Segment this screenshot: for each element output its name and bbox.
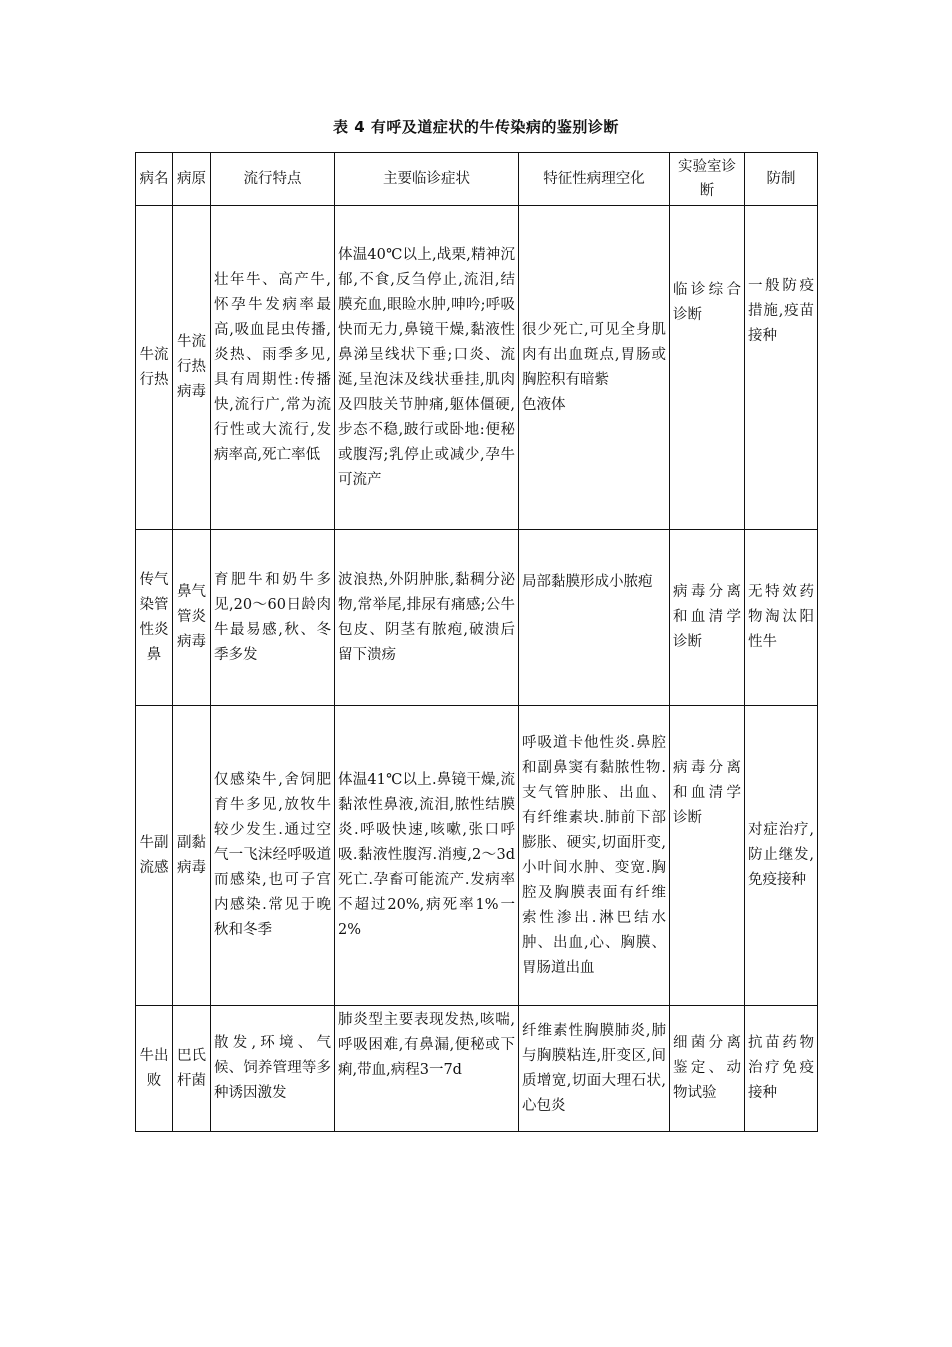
cell-pathogen: 巴氏杆菌: [173, 1006, 211, 1132]
differential-diagnosis-table: [135, 152, 818, 1132]
table-caption: 表 4 有呼及道症状的牛传染病的鉴别诊断: [333, 118, 619, 136]
cell-control: 一般防疫措施,疫苗接种: [745, 206, 818, 530]
cell-symptoms: 波浪热,外阴肿胀,黏稠分泌物,常举尾,排尿有痛感;公牛包皮、阴茎有脓疱,破溃后留下溃疡: [335, 530, 519, 706]
cell-symptoms: 肺炎型主要表现发热,咳喘,呼吸困难,有鼻漏,便秘或下痢,带血,病程3一7d: [335, 1006, 519, 1132]
table-row: [136, 1006, 818, 1132]
cell-lab: 临诊综合诊断: [670, 206, 745, 530]
cell-lab: 细菌分离鉴定、动物试验: [670, 1006, 745, 1132]
cell-symptoms: 体温41℃以上.鼻镜干燥,流黏浓性鼻液,流泪,脓性结膜炎.呼吸快速,咳嗽,张口呼吸.黏液性腹泻.消瘦,2～3d死亡.孕畜可能流产.发病率不超过20%,病死率1%一2%: [335, 706, 519, 1006]
cell-epidemiology: 仅感染牛,舍饲肥育牛多见,放牧牛较少发生.通过空气一飞沫经呼吸道而感染,也可子宫内感染.常见于晚秋和冬季: [211, 706, 335, 1006]
table-row: [136, 530, 818, 706]
table-header-row: [136, 153, 818, 206]
header-lab-diagnosis: 实验室诊断: [670, 153, 745, 206]
header-symptoms: 主要临诊症状: [335, 153, 519, 206]
cell-epidemiology: 育肥牛和奶牛多见,20～60日龄肉牛最易感,秋、冬季多发: [211, 530, 335, 706]
cell-pathogen: 副黏病毒: [173, 706, 211, 1006]
header-disease-name: 病名: [136, 153, 173, 206]
cell-name: 牛流行热: [136, 206, 173, 530]
header-pathology: 特征性病理空化: [519, 153, 670, 206]
cell-pathology: 局部黏膜形成小脓疱: [519, 530, 670, 706]
cell-pathogen: 鼻气管炎病毒: [173, 530, 211, 706]
cell-pathology: 纤维素性胸膜肺炎,肺与胸膜粘连,肝变区,间质增宽,切面大理石状,心包炎: [519, 1006, 670, 1132]
header-pathogen: 病原: [173, 153, 211, 206]
header-epidemiology: 流行特点: [211, 153, 335, 206]
table-row: [136, 206, 818, 530]
cell-control: 对症治疗,防止继发,免疫接种: [745, 706, 818, 1006]
cell-control: 抗苗药物治疗免疫接种: [745, 1006, 818, 1132]
cell-name: 传气染管性炎鼻: [136, 530, 173, 706]
table-row: [136, 706, 818, 1006]
cell-lab: 病毒分离和血清学诊断: [670, 530, 745, 706]
cell-name: 牛出败: [136, 1006, 173, 1132]
cell-pathology: 很少死亡,可见全身肌肉有出血斑点,胃肠或胸腔积有暗紫 色液体: [519, 206, 670, 530]
cell-epidemiology: 壮年牛、高产牛,怀孕牛发病率最高,吸血昆虫传播,炎热、雨季多见,具有周期性:传播快,流行广,常为流行性或大流行,发病率高,死亡率低: [211, 206, 335, 530]
cell-control: 无特效药物淘汰阳性牛: [745, 530, 818, 706]
cell-pathogen: 牛流行热病毒: [173, 206, 211, 530]
cell-pathology: 呼吸道卡他性炎.鼻腔和副鼻窦有黏脓性物.支气管肿胀、出血、有纤维素块.肺前下部膨胀、硬实,切面肝变,小叶间水肿、变宽.胸腔及胸膜表面有纤维索性渗出.淋巴结水肿、出血,心、胸膜、胃肠道出血: [519, 706, 670, 1006]
header-control: 防制: [745, 153, 818, 206]
cell-lab: 病毒分离和血清学诊断: [670, 706, 745, 1006]
cell-symptoms: 体温40℃以上,战栗,精神沉郁,不食,反刍停止,流泪,结膜充血,眼睑水肿,呻吟;呼吸快而无力,鼻镜干燥,黏液性鼻涕呈线状下垂;口炎、流涎,呈泡沫及线状垂挂,肌肉及四肢关节肿痛,躯体僵硬,步态不稳,跛行或卧地:便秘或腹泻;乳停止或减少,孕牛可流产: [335, 206, 519, 530]
cell-name: 牛副流感: [136, 706, 173, 1006]
cell-epidemiology: 散发,环境、气候、饲养管理等多种诱因激发: [211, 1006, 335, 1132]
